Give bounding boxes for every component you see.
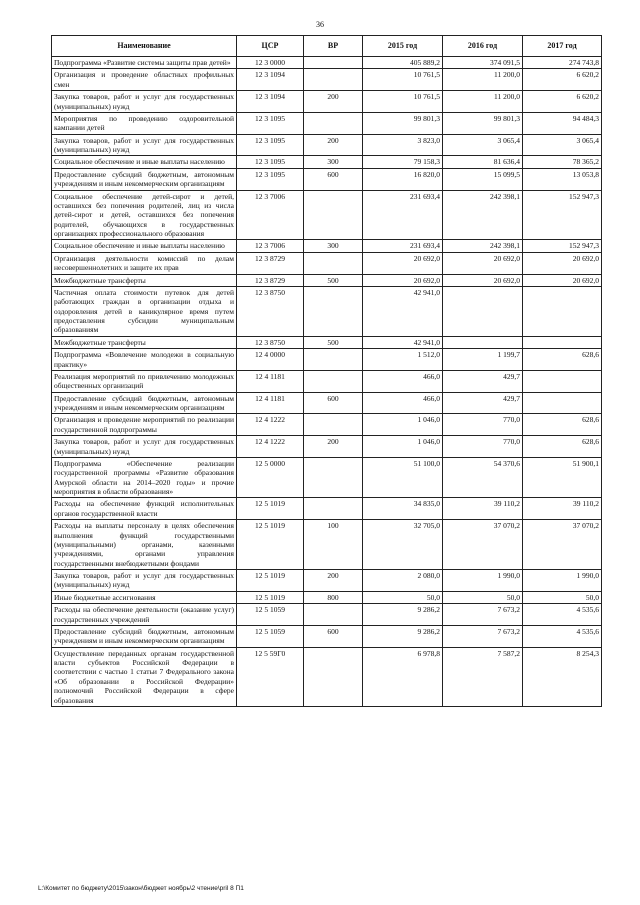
- row-2017-cell: 6 620,2: [523, 91, 602, 113]
- row-vr-cell: 500: [304, 274, 363, 286]
- row-name-cell: Реализация мероприятий по привлечению молодежных общественных организаций: [52, 370, 237, 392]
- row-2016-cell: 3 065,4: [443, 134, 523, 156]
- row-name-cell: Закупка товаров, работ и услуг для государственных (муниципальных) нужд: [52, 570, 237, 592]
- table-row: [52, 414, 602, 436]
- table-body: [52, 57, 602, 707]
- row-2016-cell: 81 636,4: [443, 156, 523, 168]
- table-row: [52, 520, 602, 570]
- row-name-cell: Предоставление субсидий бюджетным, автономным учреждениям и иным некоммерческим организациям: [52, 625, 237, 647]
- table-row: [52, 69, 602, 91]
- row-name-cell: Расходы на обеспечение функций исполнительных органов государственной власти: [52, 498, 237, 520]
- row-2017-cell: 4 535,6: [523, 625, 602, 647]
- row-csr-cell: 12 3 1094: [237, 69, 304, 91]
- row-2015-cell: 79 158,3: [363, 156, 443, 168]
- row-name-cell: Социальное обеспечение и иные выплаты населению: [52, 240, 237, 252]
- row-name-cell: Организация и проведение мероприятий по реализации государственной подпрограммы: [52, 414, 237, 436]
- row-2016-cell: [443, 336, 523, 348]
- row-vr-cell: 300: [304, 156, 363, 168]
- row-2017-cell: 4 535,6: [523, 604, 602, 626]
- row-vr-cell: [304, 57, 363, 69]
- row-2016-cell: 20 692,0: [443, 274, 523, 286]
- budget-table: [51, 35, 602, 707]
- row-vr-cell: [304, 498, 363, 520]
- row-2016-cell: 15 099,5: [443, 168, 523, 190]
- row-name-cell: Подпрограмма «Развитие системы защиты прав детей»: [52, 57, 237, 69]
- row-2016-cell: 37 070,2: [443, 520, 523, 570]
- row-vr-cell: [304, 286, 363, 336]
- row-2017-cell: 13 053,8: [523, 168, 602, 190]
- row-csr-cell: 12 3 1095: [237, 156, 304, 168]
- row-vr-cell: [304, 457, 363, 498]
- row-vr-cell: 800: [304, 591, 363, 603]
- row-vr-cell: [304, 112, 363, 134]
- row-2015-cell: 231 693,4: [363, 190, 443, 240]
- row-2015-cell: 10 761,5: [363, 91, 443, 113]
- row-name-cell: Иные бюджетные ассигнования: [52, 591, 237, 603]
- row-vr-cell: [304, 604, 363, 626]
- row-2017-cell: 51 900,1: [523, 457, 602, 498]
- row-name-cell: Расходы на обеспечение деятельности (оказание услуг) государственных учреждений: [52, 604, 237, 626]
- row-name-cell: Расходы на выплаты персоналу в целях обеспечения выполнения функций государственными (муниципальными) органами, казенными учреждениями, органами управления государственными внебюджетными фондами: [52, 520, 237, 570]
- row-2016-cell: 429,7: [443, 370, 523, 392]
- table-row: [52, 604, 602, 626]
- row-2015-cell: 50,0: [363, 591, 443, 603]
- table-row: [52, 436, 602, 458]
- row-vr-cell: [304, 69, 363, 91]
- table-row: [52, 168, 602, 190]
- row-2015-cell: 9 286,2: [363, 604, 443, 626]
- table-row: [52, 370, 602, 392]
- header-2017: 2017 год: [523, 36, 602, 57]
- row-2017-cell: 628,6: [523, 349, 602, 371]
- table-row: [52, 57, 602, 69]
- table-row: [52, 274, 602, 286]
- table-row: [52, 91, 602, 113]
- row-vr-cell: [304, 647, 363, 706]
- row-2016-cell: 242 398,1: [443, 240, 523, 252]
- row-2016-cell: 429,7: [443, 392, 523, 414]
- row-csr-cell: 12 3 1095: [237, 168, 304, 190]
- row-csr-cell: 12 3 1094: [237, 91, 304, 113]
- row-name-cell: Закупка товаров, работ и услуг для государственных (муниципальных) нужд: [52, 134, 237, 156]
- row-csr-cell: 12 3 1095: [237, 134, 304, 156]
- row-2016-cell: 242 398,1: [443, 190, 523, 240]
- row-csr-cell: 12 4 1181: [237, 392, 304, 414]
- row-2015-cell: 1 046,0: [363, 436, 443, 458]
- row-vr-cell: 600: [304, 392, 363, 414]
- row-name-cell: Мероприятия по проведению оздоровительной кампании детей: [52, 112, 237, 134]
- row-csr-cell: 12 3 8750: [237, 286, 304, 336]
- row-csr-cell: 12 5 0000: [237, 457, 304, 498]
- row-csr-cell: 12 3 7006: [237, 240, 304, 252]
- row-vr-cell: 100: [304, 520, 363, 570]
- row-name-cell: Подпрограмма «Обеспечение реализации государственной программы «Развитие образования Амурской области на 2014–2020 годы» и прочие мероприятия в области образования»: [52, 457, 237, 498]
- row-vr-cell: 500: [304, 336, 363, 348]
- row-2017-cell: [523, 370, 602, 392]
- row-2015-cell: 34 835,0: [363, 498, 443, 520]
- table-row: [52, 134, 602, 156]
- row-2016-cell: 39 110,2: [443, 498, 523, 520]
- row-vr-cell: 300: [304, 240, 363, 252]
- table-row: [52, 336, 602, 348]
- header-name: Наименование: [52, 36, 237, 57]
- row-2017-cell: 1 990,0: [523, 570, 602, 592]
- row-2017-cell: 628,6: [523, 436, 602, 458]
- footer-path: L:\Комитет по бюджету\2015\закон\бюджет ноябрь\2 чтение\pril 8 П1: [38, 885, 244, 892]
- row-name-cell: Межбюджетные трансферты: [52, 274, 237, 286]
- row-name-cell: Закупка товаров, работ и услуг для государственных (муниципальных) нужд: [52, 436, 237, 458]
- row-vr-cell: 200: [304, 436, 363, 458]
- table-row: [52, 190, 602, 240]
- table-row: [52, 647, 602, 706]
- row-csr-cell: 12 5 1059: [237, 625, 304, 647]
- row-2016-cell: 770,0: [443, 436, 523, 458]
- row-name-cell: Частичная оплата стоимости путевок для детей работающих граждан в организации отдыха и оздоровления детей в каникулярное время путем предоставления субсидии муниципальным образованиям: [52, 286, 237, 336]
- row-2015-cell: 32 705,0: [363, 520, 443, 570]
- row-csr-cell: 12 4 1181: [237, 370, 304, 392]
- row-csr-cell: 12 3 8729: [237, 274, 304, 286]
- row-2017-cell: 274 743,8: [523, 57, 602, 69]
- row-name-cell: Подпрограмма «Вовлечение молодежи в социальную практику»: [52, 349, 237, 371]
- row-2015-cell: 42 941,0: [363, 336, 443, 348]
- row-2017-cell: 628,6: [523, 414, 602, 436]
- row-2015-cell: 42 941,0: [363, 286, 443, 336]
- table-row: [52, 349, 602, 371]
- row-csr-cell: 12 5 1019: [237, 520, 304, 570]
- row-2017-cell: 152 947,3: [523, 190, 602, 240]
- row-vr-cell: [304, 252, 363, 274]
- row-vr-cell: 200: [304, 570, 363, 592]
- row-vr-cell: [304, 190, 363, 240]
- row-csr-cell: 12 4 1222: [237, 436, 304, 458]
- row-2015-cell: 20 692,0: [363, 252, 443, 274]
- row-2017-cell: 152 947,3: [523, 240, 602, 252]
- row-2015-cell: 466,0: [363, 370, 443, 392]
- row-2015-cell: 20 692,0: [363, 274, 443, 286]
- row-2015-cell: 2 080,0: [363, 570, 443, 592]
- row-name-cell: Социальное обеспечение детей-сирот и детей, оставшихся без попечения родителей, лиц из числа детей-сирот и детей, оставшихся без попечения родителей, обучающихся в государственных организациях профессионального образования: [52, 190, 237, 240]
- row-vr-cell: [304, 370, 363, 392]
- table-row: [52, 570, 602, 592]
- table-row: [52, 252, 602, 274]
- row-2017-cell: 94 484,3: [523, 112, 602, 134]
- row-csr-cell: 12 5 1059: [237, 604, 304, 626]
- table-row: [52, 457, 602, 498]
- row-csr-cell: 12 4 1222: [237, 414, 304, 436]
- row-csr-cell: 12 3 1095: [237, 112, 304, 134]
- row-2016-cell: 54 370,6: [443, 457, 523, 498]
- table-row: [52, 591, 602, 603]
- header-2016: 2016 год: [443, 36, 523, 57]
- row-2017-cell: 3 065,4: [523, 134, 602, 156]
- row-vr-cell: 600: [304, 168, 363, 190]
- row-2015-cell: 1 046,0: [363, 414, 443, 436]
- row-2015-cell: 16 820,0: [363, 168, 443, 190]
- row-2016-cell: 7 587,2: [443, 647, 523, 706]
- row-csr-cell: 12 3 8750: [237, 336, 304, 348]
- table-row: [52, 240, 602, 252]
- row-2015-cell: 3 823,0: [363, 134, 443, 156]
- row-csr-cell: 12 3 8729: [237, 252, 304, 274]
- row-2016-cell: 7 673,2: [443, 625, 523, 647]
- page-number: 36: [316, 20, 324, 29]
- row-csr-cell: 12 4 0000: [237, 349, 304, 371]
- row-2015-cell: 99 801,3: [363, 112, 443, 134]
- row-2015-cell: 51 100,0: [363, 457, 443, 498]
- row-csr-cell: 12 3 7006: [237, 190, 304, 240]
- row-2016-cell: 50,0: [443, 591, 523, 603]
- row-2017-cell: [523, 392, 602, 414]
- row-2015-cell: 231 693,4: [363, 240, 443, 252]
- row-vr-cell: 200: [304, 134, 363, 156]
- row-2015-cell: 466,0: [363, 392, 443, 414]
- row-csr-cell: 12 3 0000: [237, 57, 304, 69]
- row-csr-cell: 12 5 1019: [237, 498, 304, 520]
- row-2017-cell: 20 692,0: [523, 252, 602, 274]
- row-csr-cell: 12 5 1019: [237, 591, 304, 603]
- row-vr-cell: [304, 414, 363, 436]
- row-2015-cell: 9 286,2: [363, 625, 443, 647]
- table-row: [52, 286, 602, 336]
- row-2017-cell: 78 365,2: [523, 156, 602, 168]
- table-row: [52, 498, 602, 520]
- row-name-cell: Предоставление субсидий бюджетным, автономным учреждениям и иным некоммерческим организациям: [52, 392, 237, 414]
- table-row: [52, 392, 602, 414]
- row-2017-cell: 50,0: [523, 591, 602, 603]
- row-2017-cell: 37 070,2: [523, 520, 602, 570]
- row-2016-cell: 11 200,0: [443, 69, 523, 91]
- row-name-cell: Предоставление субсидий бюджетным, автономным учреждениям и иным некоммерческим организациям: [52, 168, 237, 190]
- row-csr-cell: 12 5 1019: [237, 570, 304, 592]
- row-2017-cell: [523, 286, 602, 336]
- row-2016-cell: 374 091,5: [443, 57, 523, 69]
- row-2016-cell: 1 199,7: [443, 349, 523, 371]
- row-2017-cell: 39 110,2: [523, 498, 602, 520]
- row-name-cell: Организация деятельности комиссий по делам несовершеннолетних и защите их прав: [52, 252, 237, 274]
- row-2017-cell: 8 254,3: [523, 647, 602, 706]
- header-2015: 2015 год: [363, 36, 443, 57]
- row-name-cell: Закупка товаров, работ и услуг для государственных (муниципальных) нужд: [52, 91, 237, 113]
- table-row: [52, 156, 602, 168]
- row-vr-cell: [304, 349, 363, 371]
- row-2016-cell: [443, 286, 523, 336]
- row-2015-cell: 10 761,5: [363, 69, 443, 91]
- row-2016-cell: 11 200,0: [443, 91, 523, 113]
- row-2017-cell: 6 620,2: [523, 69, 602, 91]
- row-2017-cell: [523, 336, 602, 348]
- table-header-row: [52, 36, 602, 57]
- row-2016-cell: 1 990,0: [443, 570, 523, 592]
- header-csr: ЦСР: [237, 36, 304, 57]
- row-csr-cell: 12 5 59Г0: [237, 647, 304, 706]
- row-2016-cell: 20 692,0: [443, 252, 523, 274]
- header-vr: ВР: [304, 36, 363, 57]
- row-2015-cell: 6 978,8: [363, 647, 443, 706]
- row-2016-cell: 7 673,2: [443, 604, 523, 626]
- table-row: [52, 112, 602, 134]
- row-2016-cell: 770,0: [443, 414, 523, 436]
- row-vr-cell: 200: [304, 91, 363, 113]
- row-2017-cell: 20 692,0: [523, 274, 602, 286]
- row-vr-cell: 600: [304, 625, 363, 647]
- table-row: [52, 625, 602, 647]
- row-2015-cell: 1 512,0: [363, 349, 443, 371]
- row-2015-cell: 405 889,2: [363, 57, 443, 69]
- row-name-cell: Социальное обеспечение и иные выплаты населению: [52, 156, 237, 168]
- row-2016-cell: 99 801,3: [443, 112, 523, 134]
- row-name-cell: Организация и проведение областных профильных смен: [52, 69, 237, 91]
- row-name-cell: Межбюджетные трансферты: [52, 336, 237, 348]
- row-name-cell: Осуществление переданных органам государственной власти субъектов Российской Федерации в соответствии с частью 1 статьи 7 Федерального закона «Об образовании в Российской Федерации» полномочий Российской Федерации в сфере образования: [52, 647, 237, 706]
